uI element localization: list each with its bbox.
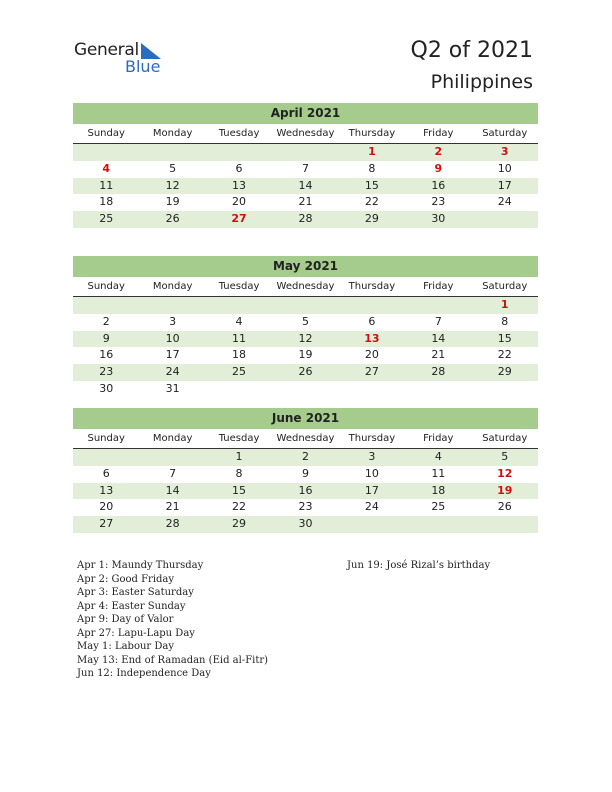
day-cell: 28 [298, 212, 313, 226]
day-cell [472, 381, 538, 398]
weekday-header-row [73, 277, 538, 297]
day-cell: 12 [497, 466, 513, 480]
weekday-label: Friday [423, 281, 454, 292]
day-cell [139, 297, 205, 314]
day-cell: 11 [431, 466, 446, 480]
day-cell: 9 [102, 331, 110, 345]
day-cell [73, 297, 139, 314]
day-cell: 28 [165, 517, 180, 531]
weekday-label: Wednesday [276, 128, 335, 139]
day-cell: 24 [364, 500, 379, 514]
holiday-note: Jun 12: Independence Day [77, 668, 211, 679]
day-cell [272, 144, 338, 161]
day-cell: 22 [497, 348, 512, 362]
day-cell [405, 297, 471, 314]
day-cell: 22 [364, 195, 379, 209]
day-cell [206, 144, 272, 161]
weekday-label: Thursday [348, 128, 396, 139]
day-cell: 26 [298, 365, 313, 379]
month-may [73, 256, 538, 398]
holiday-notes-left [77, 559, 268, 681]
weekday-label: Thursday [348, 281, 396, 292]
day-cell: 4 [102, 161, 111, 175]
day-cell: 26 [497, 500, 512, 514]
day-cell: 23 [431, 195, 446, 209]
weekday-label: Tuesday [218, 281, 260, 292]
weekday-label: Sunday [87, 433, 125, 444]
day-cell: 16 [431, 178, 446, 192]
day-cell: 18 [99, 195, 114, 209]
day-cell: 25 [99, 212, 114, 226]
day-cell: 11 [99, 178, 114, 192]
week-row [73, 466, 538, 483]
brand-general-text: General [74, 40, 139, 60]
weekday-label: Monday [152, 281, 193, 292]
day-cell: 9 [434, 161, 443, 175]
weekday-label: Thursday [348, 433, 396, 444]
day-cell [73, 449, 139, 466]
week-row [73, 347, 538, 364]
week-row [73, 144, 538, 161]
day-cell: 14 [298, 178, 313, 192]
holiday-note: Apr 27: Lapu-Lapu Day [77, 627, 195, 639]
day-cell: 30 [431, 212, 446, 226]
holiday-note: Apr 9: Day of Valor [77, 614, 174, 625]
week-row [73, 483, 538, 500]
day-cell: 10 [497, 161, 512, 175]
day-cell: 10 [364, 466, 379, 480]
day-cell: 19 [298, 348, 313, 362]
weekday-header-row [73, 124, 538, 144]
day-cell: 3 [169, 314, 177, 328]
day-cell: 3 [368, 450, 376, 463]
day-cell: 24 [165, 365, 180, 379]
week-row [73, 297, 538, 314]
weekday-label: Monday [152, 128, 193, 139]
day-cell: 22 [232, 500, 247, 514]
day-cell: 16 [99, 348, 114, 362]
day-cell: 21 [298, 195, 313, 209]
day-cell: 14 [165, 483, 180, 497]
day-cell: 26 [165, 212, 180, 226]
day-cell: 9 [301, 466, 309, 480]
day-cell: 7 [434, 314, 442, 328]
day-cell: 20 [232, 195, 247, 209]
day-cell: 13 [232, 178, 247, 192]
day-cell [472, 211, 538, 228]
day-cell: 6 [368, 314, 376, 328]
day-cell [73, 144, 139, 161]
holiday-note: Apr 4: Easter Sunday [77, 600, 186, 612]
day-cell [472, 516, 538, 533]
day-cell: 27 [99, 517, 114, 531]
week-row [73, 314, 538, 331]
day-cell: 8 [501, 314, 509, 328]
day-cell: 1 [235, 450, 243, 463]
holiday-note: Apr 3: Easter Saturday [77, 587, 194, 598]
day-cell: 14 [431, 331, 446, 345]
day-cell: 11 [232, 331, 247, 345]
day-cell: 7 [301, 161, 309, 175]
page-title: Q2 of 2021 [410, 38, 533, 63]
day-cell: 3 [500, 145, 509, 158]
day-cell: 1 [500, 298, 509, 311]
day-cell: 15 [232, 483, 247, 497]
day-cell [339, 516, 405, 533]
weekday-label: Friday [423, 433, 454, 444]
weekday-label: Wednesday [276, 281, 335, 292]
week-row [73, 331, 538, 348]
day-cell: 21 [431, 348, 446, 362]
day-cell: 31 [165, 381, 180, 395]
weekday-header-row [73, 429, 538, 449]
day-cell: 28 [431, 365, 446, 379]
holiday-note: Jun 19: José Rizal’s birthday [347, 560, 491, 571]
day-cell: 5 [169, 161, 177, 175]
day-cell: 23 [99, 365, 114, 379]
day-cell: 18 [232, 348, 247, 362]
day-cell: 19 [497, 483, 513, 497]
day-cell: 29 [497, 365, 512, 379]
day-cell: 2 [102, 314, 110, 328]
day-cell: 6 [235, 161, 243, 175]
day-cell: 23 [298, 500, 313, 514]
day-cell [139, 144, 205, 161]
week-row [73, 194, 538, 211]
day-cell: 20 [364, 348, 379, 362]
day-cell: 27 [364, 365, 379, 379]
day-cell: 21 [165, 500, 180, 514]
day-cell [206, 297, 272, 314]
weekday-label: Wednesday [276, 433, 335, 444]
day-cell: 30 [298, 517, 313, 531]
weekday-label: Saturday [482, 281, 528, 292]
holiday-note: Apr 1: Maundy Thursday [77, 560, 204, 571]
day-cell: 30 [99, 381, 114, 395]
day-cell: 13 [364, 331, 380, 345]
day-cell: 12 [298, 331, 313, 345]
month-april [73, 103, 538, 228]
week-row [73, 364, 538, 381]
weekday-label: Friday [423, 128, 454, 139]
week-row [73, 178, 538, 195]
brand-logo [74, 40, 174, 80]
day-cell: 25 [431, 500, 446, 514]
day-cell: 15 [497, 331, 512, 345]
day-cell: 29 [364, 212, 379, 226]
week-row [73, 499, 538, 516]
day-cell: 2 [301, 450, 309, 463]
day-cell: 16 [298, 483, 313, 497]
day-cell: 18 [431, 483, 446, 497]
day-cell: 8 [235, 466, 243, 480]
week-row [73, 381, 538, 398]
day-cell [405, 516, 471, 533]
day-cell: 8 [368, 161, 376, 175]
holiday-note: Apr 2: Good Friday [77, 573, 175, 585]
day-cell: 25 [232, 365, 247, 379]
day-cell: 1 [368, 145, 376, 158]
day-cell: 4 [434, 450, 442, 463]
weekday-label: Monday [152, 433, 193, 444]
weekday-label: Saturday [482, 433, 528, 444]
holiday-notes-right [347, 559, 490, 573]
holiday-note: May 1: Labour Day [77, 641, 174, 652]
day-cell: 7 [169, 466, 177, 480]
weekday-label: Tuesday [218, 433, 260, 444]
month-header: May 2021 [73, 256, 538, 277]
day-cell: 5 [301, 314, 309, 328]
week-row [73, 516, 538, 533]
weekday-label: Sunday [87, 281, 125, 292]
month-header: April 2021 [73, 103, 538, 124]
day-cell: 29 [232, 517, 247, 531]
day-cell [272, 381, 338, 398]
day-cell: 10 [165, 331, 180, 345]
weekday-label: Saturday [482, 128, 528, 139]
day-cell: 17 [165, 348, 180, 362]
week-row [73, 161, 538, 178]
brand-blue-text: Blue [125, 57, 161, 76]
month-june [73, 408, 538, 533]
day-cell [139, 449, 205, 466]
day-cell: 4 [235, 314, 243, 328]
day-cell: 5 [501, 450, 509, 463]
holiday-note: May 13: End of Ramadan (Eid al-Fitr) [77, 654, 269, 666]
week-row [73, 449, 538, 466]
day-cell: 17 [497, 178, 512, 192]
day-cell: 15 [364, 178, 379, 192]
day-cell: 13 [99, 483, 114, 497]
day-cell: 2 [434, 145, 443, 158]
day-cell: 20 [99, 500, 114, 514]
day-cell [339, 297, 405, 314]
weekday-label: Tuesday [218, 128, 260, 139]
page-subtitle: Philippines [430, 71, 533, 93]
week-row [73, 211, 538, 228]
weekday-label: Sunday [87, 128, 125, 139]
month-header: June 2021 [73, 408, 538, 429]
day-cell [206, 381, 272, 398]
day-cell: 6 [102, 466, 110, 480]
day-cell: 24 [497, 195, 512, 209]
day-cell [405, 381, 471, 398]
day-cell: 17 [364, 483, 379, 497]
day-cell [272, 297, 338, 314]
day-cell: 27 [231, 212, 247, 226]
day-cell: 19 [165, 195, 180, 209]
day-cell: 12 [165, 178, 180, 192]
day-cell [339, 381, 405, 398]
